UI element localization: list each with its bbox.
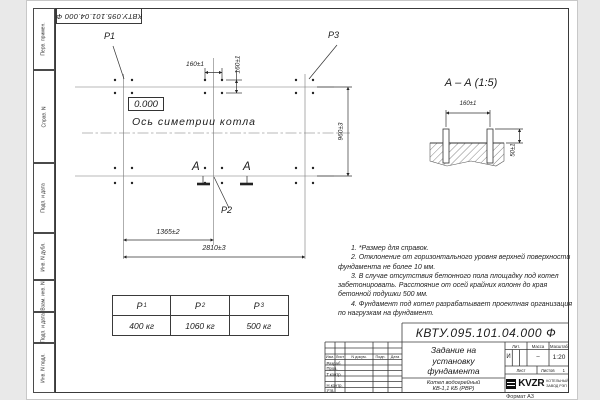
margin-label: Перв. примен.: [41, 22, 47, 56]
dim-960: 960±3: [337, 121, 345, 141]
col-ndocum: N докум.: [351, 355, 367, 359]
dim-160-horizontal: 160±1: [185, 61, 205, 68]
sign-row-tkontr: Т.контр.: [326, 371, 342, 377]
anchor-bolt-dots: [114, 79, 314, 184]
col-list: Лист: [335, 355, 345, 359]
margin-label: Инв. N дубл.: [41, 241, 47, 272]
sheets-value: 1: [562, 368, 565, 373]
note-line: 3. В случае отсутствия бетонного пола площадку под котел забетонировать. Расстояние от осей крайних колонн до края бетонной подушки 500 мм.: [338, 272, 559, 299]
margin-label: Подп. и дата: [41, 312, 48, 343]
section-view-title: А – А (1:5): [444, 77, 498, 89]
sheets-label: Листов: [541, 368, 555, 373]
notes-block: [338, 244, 574, 318]
sign-row-utv: Утв.: [326, 388, 335, 393]
loads-table-value: 500 кг: [246, 321, 272, 331]
load-point-label-p2: P2: [221, 205, 233, 215]
scale-label: Масштаб: [550, 343, 568, 349]
col-data: Дата: [390, 355, 400, 359]
load-point-label-p3: P3: [328, 30, 340, 40]
section-dim-50: 50±1: [511, 143, 517, 157]
section-letter-right: А: [243, 161, 251, 173]
loads-table-header: P 2: [171, 296, 229, 316]
dim-2810: 2810±3: [202, 245, 226, 252]
elevation-mark: 0.000: [128, 97, 164, 111]
product-name: Котел водогрейный КВ-1,1 КБ (РВР): [426, 380, 481, 393]
margin-label: Подп. и дата: [41, 183, 48, 213]
mass-value: –: [536, 354, 540, 360]
scale-value: 1:20: [552, 354, 566, 361]
load-point-label-p1: P1: [104, 31, 116, 41]
section-geometry: [430, 129, 504, 166]
symmetry-axis-label: Ось симетрии котла: [132, 116, 257, 128]
section-dim-160: 160±1: [459, 101, 477, 107]
dim-1365: 1365±2: [156, 229, 180, 236]
note-line: 1. *Размер для справок.: [351, 245, 429, 252]
section-letter-left: А: [192, 161, 200, 173]
note-line: 2. Отклонение от горизонтального уровня верхней поверхности фундамента не более 10 мм.: [338, 254, 571, 271]
format-note: Формат А3: [506, 393, 534, 400]
doc-title: Задание на установку фундамента: [427, 345, 480, 376]
loads-table-header: P 1: [113, 296, 171, 316]
loads-table-value: 1060 кг: [171, 316, 229, 336]
margin-label: Справ. N: [41, 106, 47, 127]
company-logo-cell: [506, 374, 569, 393]
loads-table-header: P 3: [230, 296, 288, 316]
sign-row-razrab: Разраб.: [326, 360, 342, 366]
col-izm: Изм.: [325, 355, 335, 359]
anchor-bolt: [443, 129, 449, 163]
kvzr-logo-text: KVZR: [518, 378, 545, 389]
designation-rotated: КВТУ.095.101.04.000 Ф: [55, 11, 143, 21]
dim-160-vertical: 160±1: [234, 54, 242, 74]
sign-row-nkontr: Н.контр.: [326, 382, 343, 388]
sheet-label: Лист: [516, 368, 526, 373]
margin-label: Инв. N подл.: [41, 353, 47, 383]
anchor-bolt: [487, 129, 493, 163]
title-block-designation: КВТУ.095.101.04.000 Ф: [415, 326, 557, 340]
loads-table-value: 400 кг: [113, 316, 171, 336]
lit-label: Лит.: [512, 343, 520, 349]
sign-row-prov: Пров.: [326, 366, 338, 371]
sheets-cell: [537, 368, 569, 373]
mass-label: Масса: [531, 343, 545, 349]
kvzr-logo-subtext: КОТЕЛЬНЫЙ ЗАВОД РЭП: [546, 379, 569, 388]
note-line: 4. Фундамент под котел разрабатывает проектная организация по нагрузкам на фундамент.: [338, 300, 573, 318]
col-podp: Подп.: [375, 355, 386, 359]
axis-lines: [75, 58, 350, 259]
section-cut-marks: [197, 176, 253, 184]
loads-table: [112, 295, 289, 336]
lit-value: И: [506, 354, 511, 360]
kvzr-coil-icon: [506, 379, 516, 389]
margin-label: Взам. инв. N: [41, 281, 48, 311]
